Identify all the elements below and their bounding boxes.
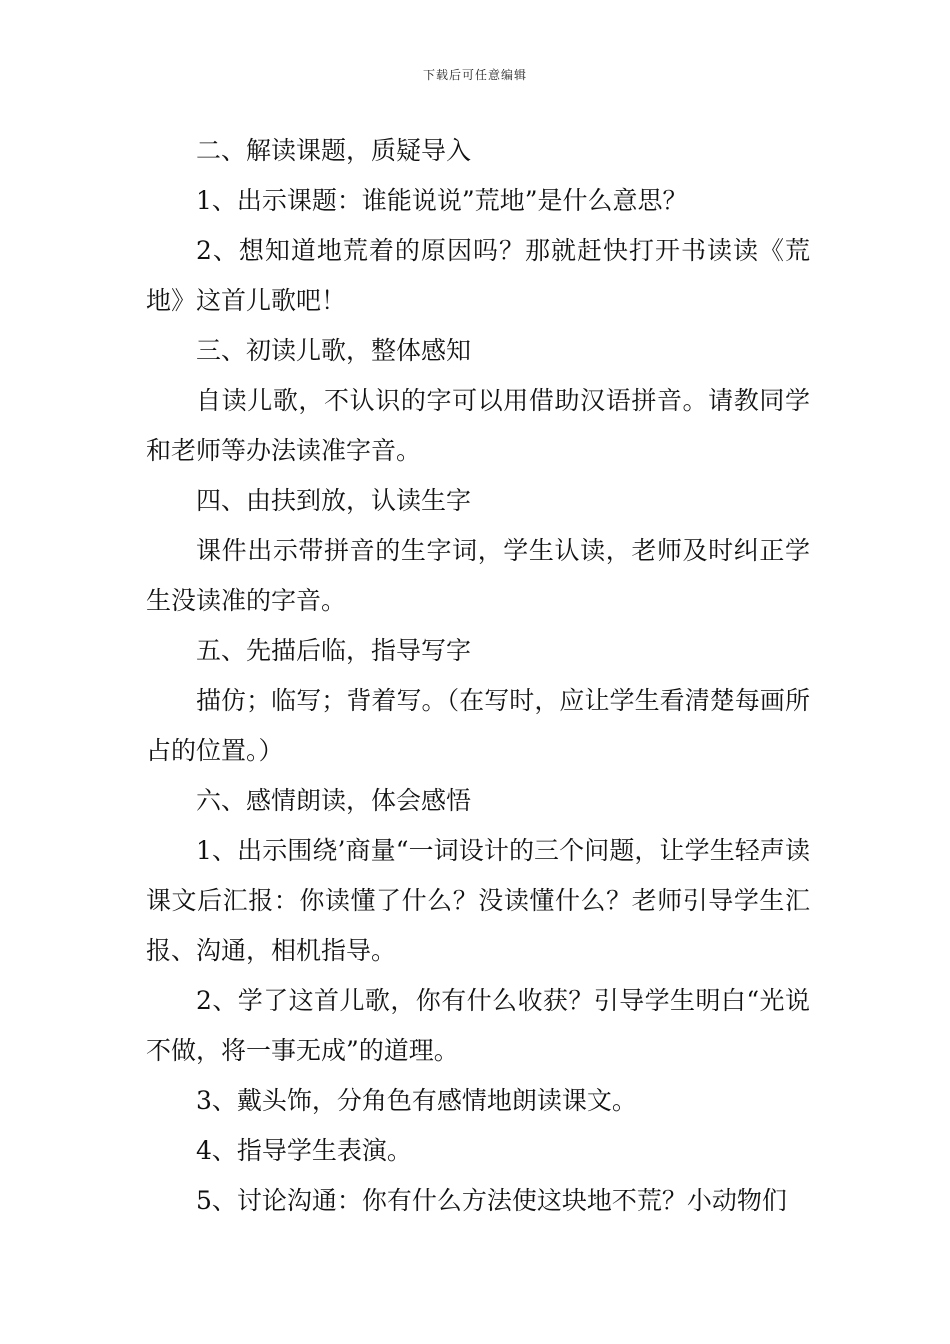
document-body bbox=[146, 126, 810, 1226]
section-heading: 二、解读课题，质疑导入 bbox=[196, 136, 472, 165]
paragraph: 2、想知道地荒着的原因吗？那就赶快打开书读读《荒地》这首儿歌吧！ bbox=[146, 236, 810, 315]
section-heading: 三、初读儿歌，整体感知 bbox=[196, 336, 472, 365]
paragraph: 描仿；临写；背着写。（在写时，应让学生看清楚每画所占的位置。） bbox=[146, 686, 810, 765]
page-header: 下载后可任意编辑 bbox=[422, 68, 527, 82]
section-heading: 四、由扶到放，认读生字 bbox=[196, 486, 472, 515]
paragraph: 自读儿歌，不认识的字可以用借助汉语拼音。请教同学和老师等办法读准字音。 bbox=[146, 386, 810, 465]
paragraph: 2、学了这首儿歌，你有什么收获？引导学生明白“光说不做，将一事无成”的道理。 bbox=[146, 986, 810, 1065]
paragraph: 1、出示围绕’商量“一词设计的三个问题，让学生轻声读课文后汇报：你读懂了什么？没读懂什么？老师引导学生汇报、沟通，相机指导。 bbox=[146, 836, 810, 965]
paragraph: 1、出示课题：谁能说说”荒地”是什么意思？ bbox=[196, 186, 688, 215]
section-heading: 六、感情朗读，体会感悟 bbox=[196, 786, 472, 815]
paragraph: 课件出示带拼音的生字词，学生认读，老师及时纠正学生没读准的字音。 bbox=[146, 536, 810, 615]
paragraph: 3、戴头饰，分角色有感情地朗读课文。 bbox=[196, 1086, 637, 1115]
paragraph: 4、指导学生表演。 bbox=[196, 1136, 412, 1165]
paragraph: 5、讨论沟通：你有什么方法使这块地不荒？小动物们 bbox=[196, 1186, 787, 1215]
section-heading: 五、先描后临，指导写字 bbox=[196, 636, 472, 665]
